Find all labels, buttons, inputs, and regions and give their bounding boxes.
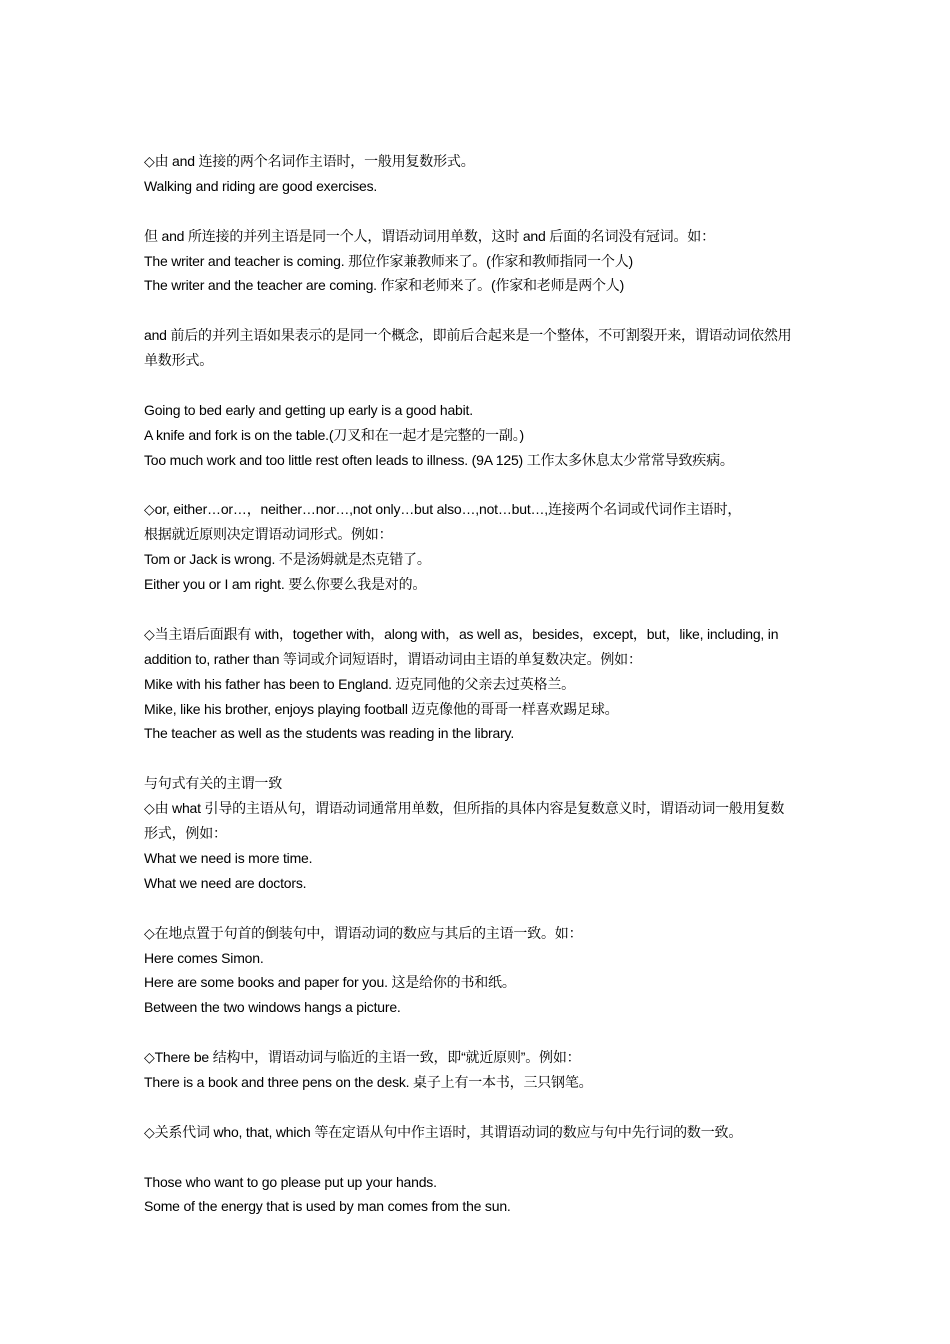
example-mike-father: Mike with his father has been to England. 迈克同他的父亲去过英格兰。 — [144, 675, 575, 692]
spacer — [144, 896, 814, 921]
example-going-to-bed: Going to bed early and getting up early is a good habit. — [144, 401, 473, 418]
spacer — [144, 1095, 814, 1120]
example-here-comes-simon: Here comes Simon. — [144, 949, 264, 966]
example-teacher-students: The teacher as well as the students was reading in the library. — [144, 725, 515, 742]
rule-there-be: ◇There be 结构中，谓语动词与临近的主语一致，即“就近原则”。例如： — [144, 1049, 581, 1066]
rule-same-person: 但 and 所连接的并列主语是同一个人，谓语动词用单数，这时 and 后面的名词没有冠词。如： — [144, 227, 715, 244]
rule-inversion: ◇在地点置于句首的倒装句中，谓语动词的数应与其后的主语一致。如： — [144, 924, 583, 941]
spacer — [144, 1145, 814, 1170]
example-energy-sun: Some of the energy that is used by man comes from the sun. — [144, 1198, 511, 1215]
rule-proximity-conjunctions: ◇or, either…or…，neither…nor…,not only…but also…,not…but…,连接两个名词或代词作主语时， — [144, 501, 742, 518]
rule-with-phrases-cont: addition to, rather than 等词或介词短语时，谓语动词由主语的单复数决定。例如： — [144, 650, 642, 667]
example-writer-teacher-plural: The writer and the teacher are coming. 作家和老师来了。(作家和老师是两个人) — [144, 277, 625, 294]
rule-what-clause-cont: 形式，例如： — [144, 825, 227, 842]
example-knife-fork: A knife and fork is on the table.(刀叉和在一起才是完整的一副。) — [144, 426, 524, 443]
rule-relative-pronoun: ◇关系代词 who, that, which 等在定语从句中作主语时，其谓语动词的数应与句中先行词的数一致。 — [144, 1123, 743, 1140]
example-two-windows: Between the two windows hangs a picture. — [144, 999, 401, 1016]
example-those-who: Those who want to go please put up your hands. — [144, 1173, 437, 1190]
example-more-time: What we need is more time. — [144, 849, 313, 866]
example-doctors: What we need are doctors. — [144, 874, 307, 891]
rule-what-clause: ◇由 what 引导的主语从句，谓语动词通常用单数，但所指的具体内容是复数意义时，谓语动词一般用复数 — [144, 800, 785, 817]
rule-whole-concept-cont: 单数形式。 — [144, 352, 213, 369]
example-too-much-work: Too much work and too little rest often leads to illness. (9A 125) 工作太多休息太少常常导致疾病。 — [144, 451, 734, 468]
example-writer-teacher-singular: The writer and teacher is coming. 那位作家兼教师来了。(作家和教师指同一个人) — [144, 252, 633, 269]
spacer — [144, 1020, 814, 1045]
spacer — [144, 473, 814, 498]
example-mike-brother: Mike, like his brother, enjoys playing football 迈克像他的哥哥一样喜欢踢足球。 — [144, 700, 619, 717]
rule-with-phrases: ◇当主语后面跟有 with，together with，along with，as well as，besides，except，but，like, including, in — [144, 625, 779, 642]
spacer — [144, 298, 814, 323]
rule-whole-concept: and 前后的并列主语如果表示的是同一个概念，即前后合起来是一个整体，不可割裂开来，谓语动词依然用 — [144, 327, 792, 344]
example-books-paper: Here are some books and paper for you. 这是给你的书和纸。 — [144, 974, 516, 991]
spacer — [144, 746, 814, 771]
document-body — [144, 149, 814, 1219]
example-book-three-pens: There is a book and three pens on the desk. 桌子上有一本书，三只钢笔。 — [144, 1073, 593, 1090]
section-heading-sentence-patterns: 与句式有关的主谓一致 — [144, 775, 282, 792]
spacer — [144, 373, 814, 398]
rule-proximity-cont: 根据就近原则决定谓语动词形式。例如： — [144, 526, 393, 543]
spacer — [144, 199, 814, 224]
rule-and-plural: ◇由 and 连接的两个名词作主语时，一般用复数形式。 — [144, 153, 475, 169]
example-either-you-or-i: Either you or I am right. 要么你要么我是对的。 — [144, 576, 427, 593]
example-tom-jack: Tom or Jack is wrong. 不是汤姆就是杰克错了。 — [144, 551, 431, 568]
spacer — [144, 597, 814, 622]
example-walking-riding: Walking and riding are good exercises. — [144, 177, 378, 194]
